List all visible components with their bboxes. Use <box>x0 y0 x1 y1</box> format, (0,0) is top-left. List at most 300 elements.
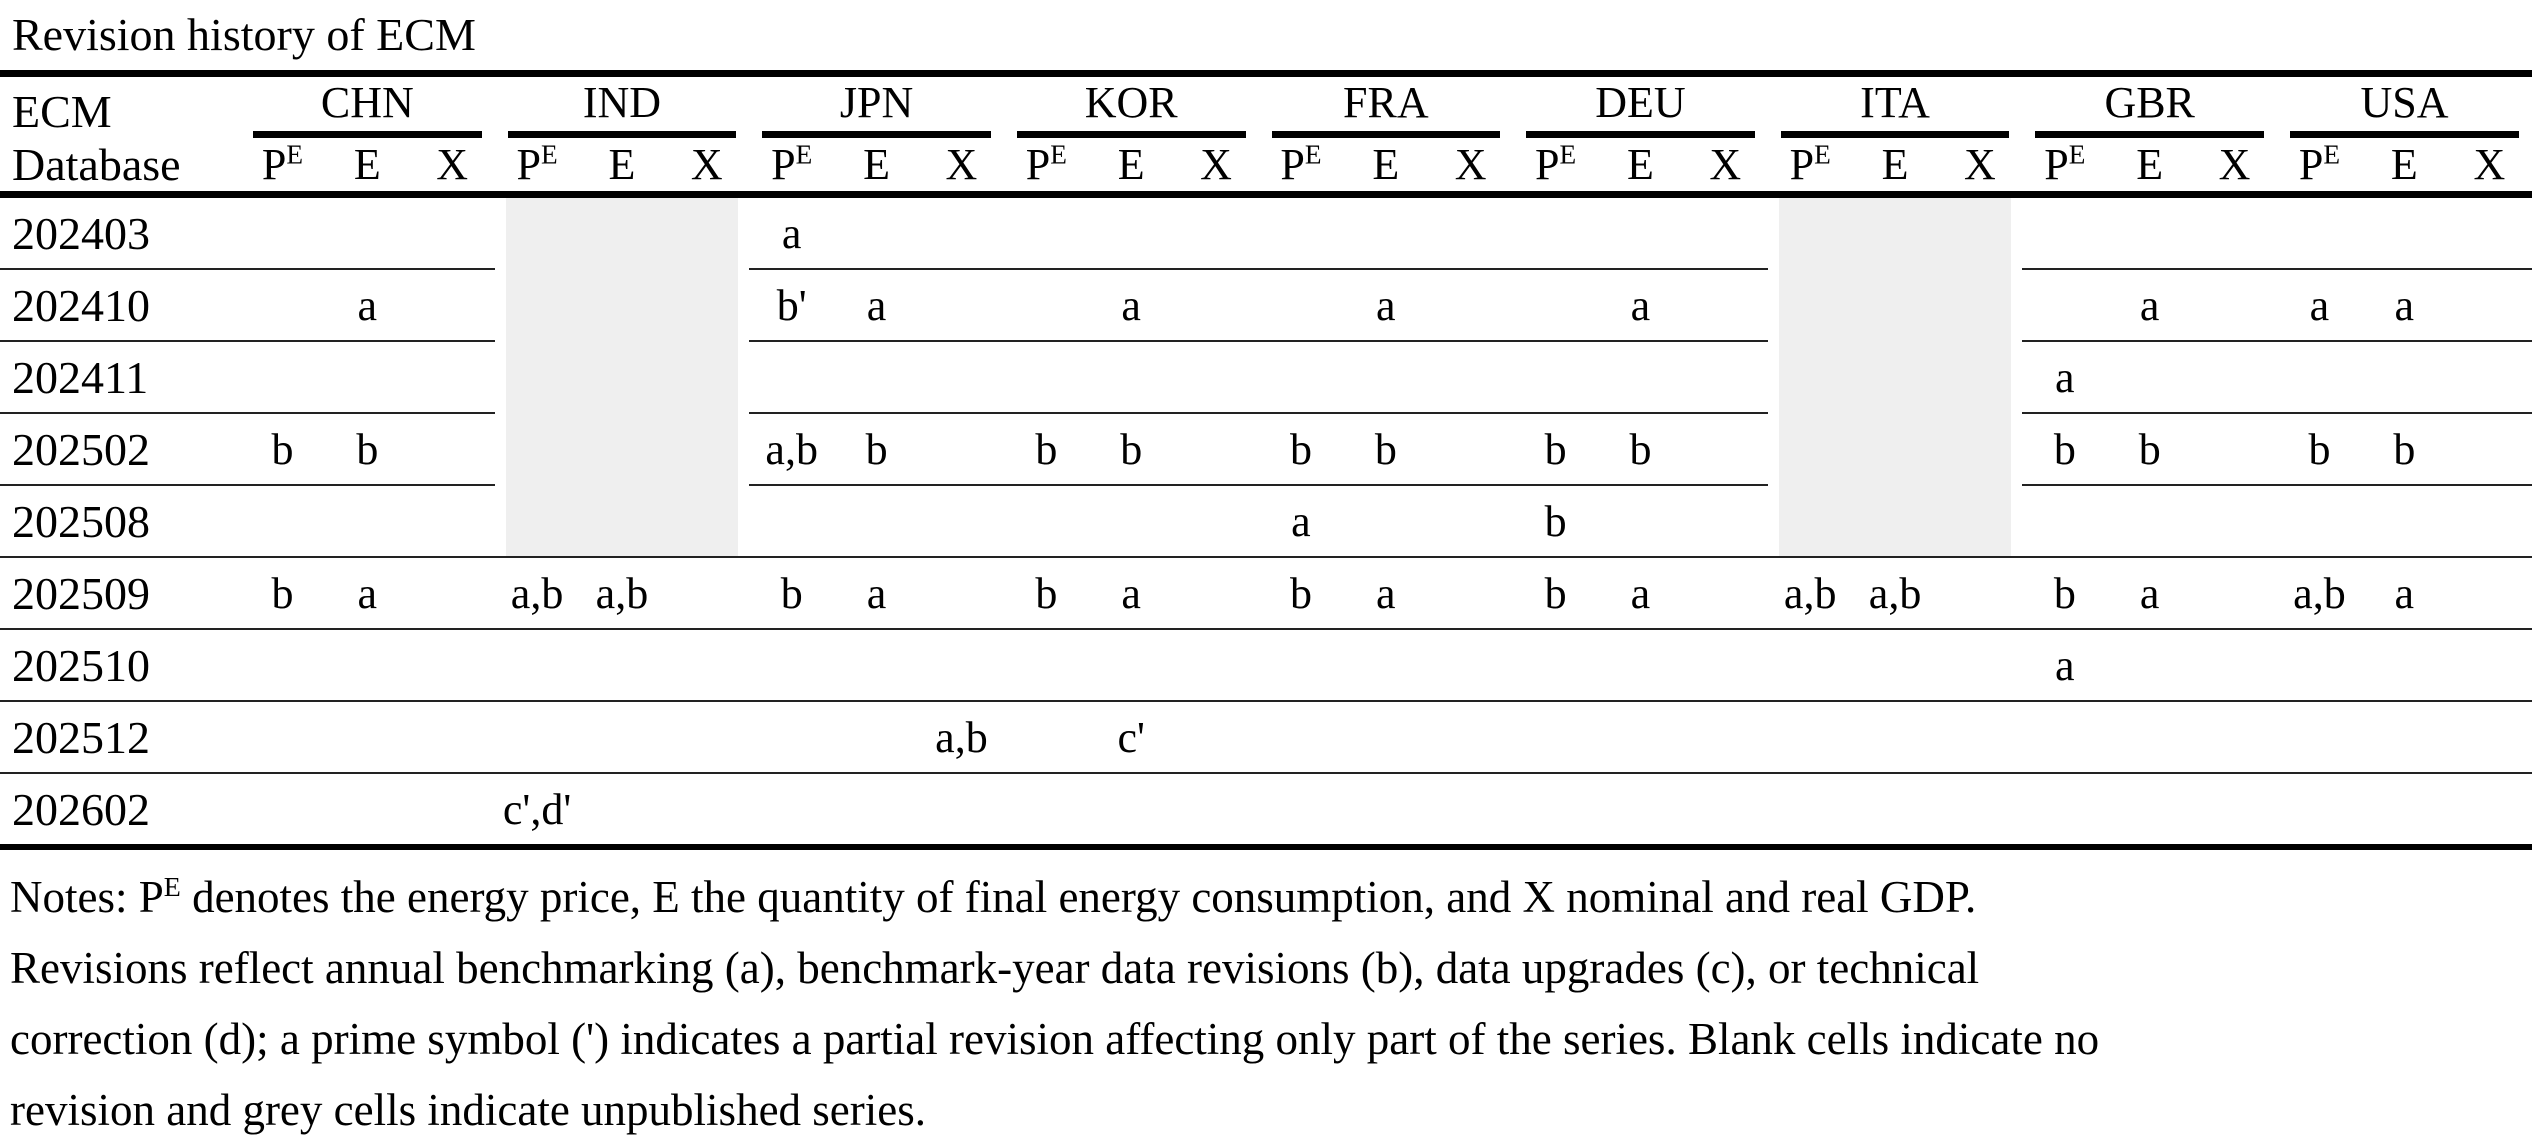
revision-cell-202411-chn-2 <box>410 341 495 413</box>
revision-cell-202410-kor-2 <box>1174 269 1259 341</box>
revision-cell-202512-jpn-0 <box>749 701 834 773</box>
revision-cell-202508-deu-0: b <box>1513 485 1598 557</box>
revision-cell-202509-kor-2 <box>1174 557 1259 629</box>
revision-cell-202502-ind-2 <box>664 413 749 485</box>
revision-cell-202510-jpn-1 <box>834 629 919 701</box>
country-header-gbr <box>2022 74 2277 139</box>
revision-cell-202508-ita-2 <box>1938 485 2023 557</box>
revision-cell-202411-ind-2 <box>664 341 749 413</box>
subcol-header-ita-1: E <box>1853 138 1938 195</box>
revision-cell-202602-ita-1 <box>1853 773 1938 847</box>
revision-cell-202512-chn-1 <box>325 701 410 773</box>
revision-cell-202411-jpn-0 <box>749 341 834 413</box>
revision-cell-202510-chn-1 <box>325 629 410 701</box>
db-version-cell: 202410 <box>0 269 240 341</box>
revision-cell-202510-jpn-2 <box>919 629 1004 701</box>
country-label: KOR <box>1017 77 1246 138</box>
corner-header-database: Database <box>0 138 240 195</box>
revision-cell-202411-deu-0 <box>1513 341 1598 413</box>
revision-cell-202509-ita-1: a,b <box>1853 557 1938 629</box>
subcol-header-jpn-0: $P^E$ <box>749 138 834 195</box>
notes-line-4: revision and grey cells indicate unpublished series. <box>10 1085 926 1135</box>
revision-cell-202510-chn-0 <box>240 629 325 701</box>
revision-cell-202403-ind-1 <box>580 195 665 270</box>
db-version-cell: 202508 <box>0 485 240 557</box>
revision-cell-202510-usa-1 <box>2362 629 2447 701</box>
revision-cell-202403-chn-2 <box>410 195 495 270</box>
revision-cell-202512-kor-1: c' <box>1089 701 1174 773</box>
revision-cell-202410-gbr-0 <box>2022 269 2107 341</box>
table-row-202602 <box>0 773 2532 847</box>
revision-cell-202403-deu-0 <box>1513 195 1598 270</box>
country-header-usa <box>2277 74 2532 139</box>
revision-cell-202508-gbr-2 <box>2192 485 2277 557</box>
subcol-header-fra-2: X <box>1428 138 1513 195</box>
revision-cell-202403-gbr-1 <box>2107 195 2192 270</box>
revision-cell-202410-ita-1 <box>1853 269 1938 341</box>
revision-cell-202509-chn-0: b <box>240 557 325 629</box>
subcol-header-ita-0: $P^E$ <box>1768 138 1853 195</box>
revision-cell-202509-ind-0: a,b <box>495 557 580 629</box>
revision-cell-202509-fra-2 <box>1428 557 1513 629</box>
revision-cell-202512-fra-1 <box>1343 701 1428 773</box>
revision-cell-202403-deu-2 <box>1683 195 1768 270</box>
revision-cell-202502-fra-1: b <box>1343 413 1428 485</box>
db-version-cell: 202509 <box>0 557 240 629</box>
revision-cell-202410-kor-0 <box>1004 269 1089 341</box>
db-version-cell: 202502 <box>0 413 240 485</box>
revision-cell-202403-deu-1 <box>1598 195 1683 270</box>
subcol-header-usa-1: E <box>2362 138 2447 195</box>
revision-cell-202411-usa-1 <box>2362 341 2447 413</box>
revision-cell-202512-kor-0 <box>1004 701 1089 773</box>
revision-history-table <box>0 70 2532 850</box>
revision-cell-202512-deu-1 <box>1598 701 1683 773</box>
revision-cell-202410-usa-2 <box>2447 269 2532 341</box>
revision-cell-202602-chn-1 <box>325 773 410 847</box>
revision-cell-202510-jpn-0 <box>749 629 834 701</box>
country-label: GBR <box>2035 77 2264 138</box>
revision-cell-202410-deu-1: a <box>1598 269 1683 341</box>
revision-cell-202411-ita-1 <box>1853 341 1938 413</box>
revision-cell-202403-kor-0 <box>1004 195 1089 270</box>
revision-cell-202510-kor-2 <box>1174 629 1259 701</box>
revision-cell-202411-jpn-2 <box>919 341 1004 413</box>
revision-cell-202510-ita-0 <box>1768 629 1853 701</box>
revision-cell-202602-ita-0 <box>1768 773 1853 847</box>
revision-cell-202502-chn-0: b <box>240 413 325 485</box>
revision-cell-202403-fra-1 <box>1343 195 1428 270</box>
revision-cell-202411-chn-1 <box>325 341 410 413</box>
country-label: JPN <box>762 77 991 138</box>
revision-cell-202411-ita-2 <box>1938 341 2023 413</box>
revision-cell-202509-gbr-0: b <box>2022 557 2107 629</box>
revision-cell-202509-ind-2 <box>664 557 749 629</box>
revision-cell-202510-gbr-2 <box>2192 629 2277 701</box>
revision-cell-202509-usa-0: a,b <box>2277 557 2362 629</box>
revision-cell-202502-chn-1: b <box>325 413 410 485</box>
revision-cell-202509-usa-2 <box>2447 557 2532 629</box>
revision-cell-202509-jpn-1: a <box>834 557 919 629</box>
revision-cell-202411-usa-2 <box>2447 341 2532 413</box>
revision-cell-202510-usa-2 <box>2447 629 2532 701</box>
country-header-jpn <box>749 74 1004 139</box>
revision-cell-202512-ita-1 <box>1853 701 1938 773</box>
subcol-header-jpn-2: X <box>919 138 1004 195</box>
subcol-header-fra-0: $P^E$ <box>1259 138 1344 195</box>
revision-cell-202510-deu-2 <box>1683 629 1768 701</box>
table-row-202403 <box>0 195 2532 270</box>
revision-cell-202403-jpn-0: a <box>749 195 834 270</box>
db-version-cell: 202512 <box>0 701 240 773</box>
table-row-202512 <box>0 701 2532 773</box>
revision-cell-202403-chn-1 <box>325 195 410 270</box>
revision-cell-202512-kor-2 <box>1174 701 1259 773</box>
subcol-header-gbr-1: E <box>2107 138 2192 195</box>
revision-cell-202509-ind-1: a,b <box>580 557 665 629</box>
revision-cell-202403-kor-2 <box>1174 195 1259 270</box>
revision-cell-202602-ind-0: c',d' <box>495 773 580 847</box>
revision-cell-202602-gbr-2 <box>2192 773 2277 847</box>
table-row-202509 <box>0 557 2532 629</box>
revision-cell-202403-ita-0 <box>1768 195 1853 270</box>
revision-cell-202510-kor-1 <box>1089 629 1174 701</box>
subcol-header-gbr-2: X <box>2192 138 2277 195</box>
revision-cell-202602-kor-1 <box>1089 773 1174 847</box>
revision-cell-202602-fra-2 <box>1428 773 1513 847</box>
db-version-cell: 202411 <box>0 341 240 413</box>
revision-cell-202403-usa-0 <box>2277 195 2362 270</box>
revision-cell-202410-fra-1: a <box>1343 269 1428 341</box>
revision-cell-202512-usa-2 <box>2447 701 2532 773</box>
subcol-header-ind-1: E <box>580 138 665 195</box>
revision-cell-202510-ita-1 <box>1853 629 1938 701</box>
subcol-header-ind-0: $P^E$ <box>495 138 580 195</box>
revision-cell-202411-ita-0 <box>1768 341 1853 413</box>
revision-cell-202403-usa-1 <box>2362 195 2447 270</box>
db-version-cell: 202602 <box>0 773 240 847</box>
revision-cell-202502-usa-1: b <box>2362 413 2447 485</box>
revision-cell-202602-fra-1 <box>1343 773 1428 847</box>
revision-cell-202509-deu-2 <box>1683 557 1768 629</box>
revision-cell-202508-jpn-1 <box>834 485 919 557</box>
revision-cell-202510-fra-0 <box>1259 629 1344 701</box>
revision-cell-202510-usa-0 <box>2277 629 2362 701</box>
db-version-cell: 202403 <box>0 195 240 270</box>
revision-cell-202411-gbr-1 <box>2107 341 2192 413</box>
revision-cell-202510-fra-1 <box>1343 629 1428 701</box>
corner-header-ecm: ECM <box>12 86 112 137</box>
revision-cell-202602-chn-2 <box>410 773 495 847</box>
revision-cell-202512-usa-0 <box>2277 701 2362 773</box>
revision-cell-202410-usa-1: a <box>2362 269 2447 341</box>
revision-cell-202512-ind-1 <box>580 701 665 773</box>
revision-cell-202502-fra-2 <box>1428 413 1513 485</box>
revision-cell-202510-gbr-1 <box>2107 629 2192 701</box>
revision-cell-202602-gbr-0 <box>2022 773 2107 847</box>
revision-cell-202411-kor-0 <box>1004 341 1089 413</box>
revision-cell-202502-deu-1: b <box>1598 413 1683 485</box>
subcol-header-deu-2: X <box>1683 138 1768 195</box>
country-label: ITA <box>1781 77 2010 138</box>
revision-cell-202508-kor-2 <box>1174 485 1259 557</box>
revision-cell-202403-ind-2 <box>664 195 749 270</box>
revision-cell-202411-jpn-1 <box>834 341 919 413</box>
revision-cell-202502-jpn-1: b <box>834 413 919 485</box>
revision-cell-202508-ind-2 <box>664 485 749 557</box>
revision-cell-202510-chn-2 <box>410 629 495 701</box>
revision-cell-202410-usa-0: a <box>2277 269 2362 341</box>
revision-cell-202411-gbr-2 <box>2192 341 2277 413</box>
country-label: CHN <box>253 77 482 138</box>
revision-cell-202508-chn-0 <box>240 485 325 557</box>
revision-cell-202410-chn-2 <box>410 269 495 341</box>
revision-cell-202512-gbr-0 <box>2022 701 2107 773</box>
revision-cell-202508-fra-0: a <box>1259 485 1344 557</box>
revision-cell-202602-jpn-1 <box>834 773 919 847</box>
revision-cell-202502-gbr-0: b <box>2022 413 2107 485</box>
revision-cell-202502-ind-0 <box>495 413 580 485</box>
revision-cell-202508-kor-0 <box>1004 485 1089 557</box>
revision-cell-202510-gbr-0: a <box>2022 629 2107 701</box>
revision-cell-202410-jpn-1: a <box>834 269 919 341</box>
subcol-header-kor-1: E <box>1089 138 1174 195</box>
revision-cell-202508-usa-0 <box>2277 485 2362 557</box>
revision-cell-202602-deu-0 <box>1513 773 1598 847</box>
revision-cell-202411-ind-1 <box>580 341 665 413</box>
revision-cell-202410-fra-2 <box>1428 269 1513 341</box>
revision-cell-202512-ind-2 <box>664 701 749 773</box>
subcol-header-chn-0: $P^E$ <box>240 138 325 195</box>
revision-cell-202512-gbr-2 <box>2192 701 2277 773</box>
revision-cell-202602-ind-2 <box>664 773 749 847</box>
revision-cell-202410-ind-1 <box>580 269 665 341</box>
revision-cell-202502-ita-0 <box>1768 413 1853 485</box>
revision-cell-202512-ind-0 <box>495 701 580 773</box>
revision-cell-202410-kor-1: a <box>1089 269 1174 341</box>
revision-cell-202512-chn-2 <box>410 701 495 773</box>
revision-cell-202502-usa-2 <box>2447 413 2532 485</box>
revision-cell-202509-ita-0: a,b <box>1768 557 1853 629</box>
revision-cell-202410-deu-2 <box>1683 269 1768 341</box>
revision-cell-202508-deu-2 <box>1683 485 1768 557</box>
revision-cell-202411-deu-2 <box>1683 341 1768 413</box>
revision-cell-202403-gbr-0 <box>2022 195 2107 270</box>
revision-cell-202508-gbr-0 <box>2022 485 2107 557</box>
revision-cell-202602-ind-1 <box>580 773 665 847</box>
revision-cell-202602-deu-2 <box>1683 773 1768 847</box>
revision-cell-202602-deu-1 <box>1598 773 1683 847</box>
revision-cell-202411-usa-0 <box>2277 341 2362 413</box>
revision-cell-202602-usa-1 <box>2362 773 2447 847</box>
country-header-fra <box>1259 74 1514 139</box>
revision-cell-202512-ita-2 <box>1938 701 2023 773</box>
revision-cell-202510-ita-2 <box>1938 629 2023 701</box>
revision-cell-202403-fra-2 <box>1428 195 1513 270</box>
revision-cell-202510-deu-1 <box>1598 629 1683 701</box>
revision-cell-202509-ita-2 <box>1938 557 2023 629</box>
subcol-header-deu-0: $P^E$ <box>1513 138 1598 195</box>
revision-cell-202508-fra-2 <box>1428 485 1513 557</box>
revision-cell-202602-fra-0 <box>1259 773 1344 847</box>
subcol-header-jpn-1: E <box>834 138 919 195</box>
revision-cell-202512-fra-2 <box>1428 701 1513 773</box>
subcol-header-chn-2: X <box>410 138 495 195</box>
country-label: IND <box>508 77 737 138</box>
revision-cell-202502-deu-2 <box>1683 413 1768 485</box>
db-version-cell: 202510 <box>0 629 240 701</box>
table-row-202411 <box>0 341 2532 413</box>
revision-cell-202509-jpn-0: b <box>749 557 834 629</box>
revision-cell-202602-ita-2 <box>1938 773 2023 847</box>
table-row-202510 <box>0 629 2532 701</box>
revision-cell-202410-gbr-1: a <box>2107 269 2192 341</box>
revision-cell-202411-kor-2 <box>1174 341 1259 413</box>
revision-cell-202602-jpn-0 <box>749 773 834 847</box>
revision-cell-202602-usa-2 <box>2447 773 2532 847</box>
revision-cell-202403-ind-0 <box>495 195 580 270</box>
revision-cell-202410-deu-0 <box>1513 269 1598 341</box>
country-label: DEU <box>1526 77 1755 138</box>
revision-cell-202509-gbr-2 <box>2192 557 2277 629</box>
revision-cell-202502-ita-2 <box>1938 413 2023 485</box>
revision-cell-202502-usa-0: b <box>2277 413 2362 485</box>
subcol-header-kor-0: $P^E$ <box>1004 138 1089 195</box>
revision-cell-202403-ita-1 <box>1853 195 1938 270</box>
revision-cell-202502-ita-1 <box>1853 413 1938 485</box>
revision-cell-202508-ita-1 <box>1853 485 1938 557</box>
revision-cell-202509-fra-1: a <box>1343 557 1428 629</box>
subcol-header-ind-2: X <box>664 138 749 195</box>
revision-cell-202502-kor-0: b <box>1004 413 1089 485</box>
revision-cell-202508-usa-1 <box>2362 485 2447 557</box>
revision-cell-202602-usa-0 <box>2277 773 2362 847</box>
revision-cell-202411-chn-0 <box>240 341 325 413</box>
revision-cell-202508-usa-2 <box>2447 485 2532 557</box>
revision-cell-202512-jpn-2: a,b <box>919 701 1004 773</box>
country-header-ind <box>495 74 750 139</box>
revision-cell-202512-gbr-1 <box>2107 701 2192 773</box>
revision-cell-202403-fra-0 <box>1259 195 1344 270</box>
revision-cell-202512-chn-0 <box>240 701 325 773</box>
revision-cell-202510-deu-0 <box>1513 629 1598 701</box>
revision-cell-202508-ita-0 <box>1768 485 1853 557</box>
revision-cell-202502-gbr-2 <box>2192 413 2277 485</box>
revision-cell-202508-ind-1 <box>580 485 665 557</box>
subcol-header-kor-2: X <box>1174 138 1259 195</box>
revision-cell-202410-jpn-2 <box>919 269 1004 341</box>
revision-cell-202508-chn-2 <box>410 485 495 557</box>
revision-cell-202403-kor-1 <box>1089 195 1174 270</box>
revision-cell-202602-jpn-2 <box>919 773 1004 847</box>
subcol-header-fra-1: E <box>1343 138 1428 195</box>
country-header-deu <box>1513 74 1768 139</box>
revision-cell-202512-jpn-1 <box>834 701 919 773</box>
revision-cell-202509-chn-1: a <box>325 557 410 629</box>
revision-cell-202509-kor-0: b <box>1004 557 1089 629</box>
revision-cell-202411-fra-1 <box>1343 341 1428 413</box>
revision-cell-202510-ind-2 <box>664 629 749 701</box>
revision-cell-202410-chn-0 <box>240 269 325 341</box>
revision-cell-202411-gbr-0: a <box>2022 341 2107 413</box>
revision-cell-202510-kor-0 <box>1004 629 1089 701</box>
revision-cell-202502-deu-0: b <box>1513 413 1598 485</box>
revision-cell-202410-ita-2 <box>1938 269 2023 341</box>
revision-cell-202410-fra-0 <box>1259 269 1344 341</box>
revision-cell-202502-chn-2 <box>410 413 495 485</box>
revision-cell-202512-usa-1 <box>2362 701 2447 773</box>
notes-line-1: Notes: $P^E$ denotes the energy price, E the quantity of final energy consumption, and X nominal and real GDP. <box>10 872 1977 922</box>
revision-cell-202509-kor-1: a <box>1089 557 1174 629</box>
country-header-chn <box>240 74 495 139</box>
revision-cell-202510-ind-0 <box>495 629 580 701</box>
revision-cell-202512-fra-0 <box>1259 701 1344 773</box>
revision-cell-202508-kor-1 <box>1089 485 1174 557</box>
revision-cell-202502-kor-2 <box>1174 413 1259 485</box>
revision-cell-202410-jpn-0: b' <box>749 269 834 341</box>
subcol-header-ita-2: X <box>1938 138 2023 195</box>
revision-cell-202403-usa-2 <box>2447 195 2532 270</box>
revision-cell-202410-ind-0 <box>495 269 580 341</box>
subcol-header-deu-1: E <box>1598 138 1683 195</box>
revision-cell-202509-deu-0: b <box>1513 557 1598 629</box>
revision-cell-202508-ind-0 <box>495 485 580 557</box>
revision-cell-202403-chn-0 <box>240 195 325 270</box>
revision-cell-202508-deu-1 <box>1598 485 1683 557</box>
revision-cell-202411-fra-0 <box>1259 341 1344 413</box>
table-row-202508 <box>0 485 2532 557</box>
revision-cell-202509-fra-0: b <box>1259 557 1344 629</box>
revision-cell-202502-jpn-2 <box>919 413 1004 485</box>
revision-cell-202509-gbr-1: a <box>2107 557 2192 629</box>
country-header-ita <box>1768 74 2023 139</box>
subcol-header-gbr-0: $P^E$ <box>2022 138 2107 195</box>
revision-cell-202410-ita-0 <box>1768 269 1853 341</box>
revision-cell-202410-gbr-2 <box>2192 269 2277 341</box>
revision-cell-202411-deu-1 <box>1598 341 1683 413</box>
revision-cell-202502-gbr-1: b <box>2107 413 2192 485</box>
country-label: USA <box>2290 77 2519 138</box>
revision-cell-202411-fra-2 <box>1428 341 1513 413</box>
revision-cell-202512-deu-0 <box>1513 701 1598 773</box>
country-label: FRA <box>1272 77 1501 138</box>
table-header <box>0 74 2532 195</box>
notes-line-3: correction (d); a prime symbol (') indicates a partial revision affecting only part of the series. Blank cells indicate no <box>10 1014 2100 1064</box>
revision-cell-202411-kor-1 <box>1089 341 1174 413</box>
revision-cell-202403-ita-2 <box>1938 195 2023 270</box>
revision-cell-202512-ita-0 <box>1768 701 1853 773</box>
revision-cell-202509-usa-1: a <box>2362 557 2447 629</box>
revision-cell-202510-ind-1 <box>580 629 665 701</box>
revision-cell-202410-ind-2 <box>664 269 749 341</box>
revision-cell-202502-ind-1 <box>580 413 665 485</box>
revision-cell-202502-jpn-0: a,b <box>749 413 834 485</box>
country-header-kor <box>1004 74 1259 139</box>
table-body <box>0 195 2532 848</box>
revision-cell-202403-jpn-2 <box>919 195 1004 270</box>
revision-cell-202508-jpn-0 <box>749 485 834 557</box>
notes-line-2: Revisions reflect annual benchmarking (a), benchmark-year data revisions (b), data upgrades (c), or technical <box>10 943 1980 993</box>
revision-cell-202502-kor-1: b <box>1089 413 1174 485</box>
revision-cell-202602-kor-2 <box>1174 773 1259 847</box>
revision-cell-202502-fra-0: b <box>1259 413 1344 485</box>
revision-cell-202602-gbr-1 <box>2107 773 2192 847</box>
revision-cell-202602-kor-0 <box>1004 773 1089 847</box>
revision-cell-202508-gbr-1 <box>2107 485 2192 557</box>
revision-cell-202509-jpn-2 <box>919 557 1004 629</box>
revision-cell-202510-fra-2 <box>1428 629 1513 701</box>
subcol-header-usa-2: X <box>2447 138 2532 195</box>
